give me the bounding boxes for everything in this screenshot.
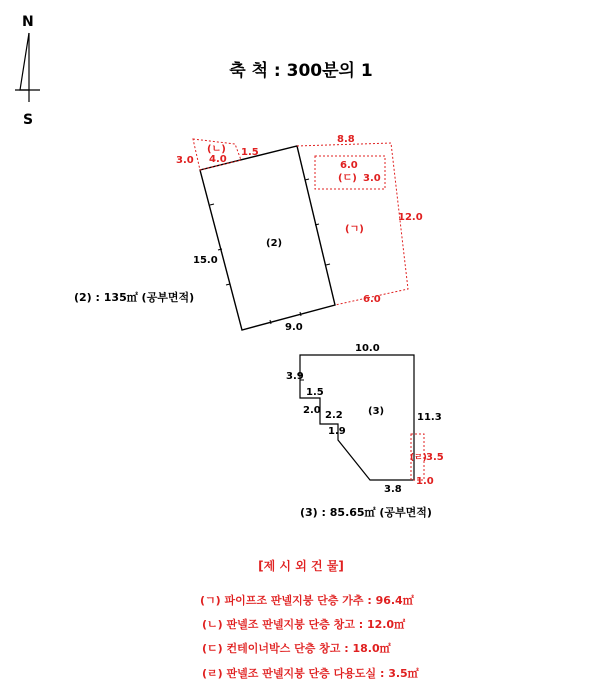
annex-ga-dim-top: 8.8 <box>337 134 355 145</box>
lot-3-id: (3) <box>368 406 385 417</box>
compass-north-label: N <box>22 14 34 30</box>
annex-ra-dim-1: 3.5 <box>426 452 444 463</box>
annex-da-dim-1: 6.0 <box>340 160 358 171</box>
annex-na-dim-3: 1.5 <box>241 147 259 158</box>
lot-3-dim-d: 2.2 <box>325 410 343 421</box>
annex-ra-dim-2: 1.0 <box>416 476 434 487</box>
lot-3-outline <box>300 355 414 480</box>
note-item-ra: (ㄹ) 판넬조 판넬지붕 단층 다용도실 : 3.5㎡ <box>202 667 419 680</box>
annex-na-dim-2: 4.0 <box>209 154 227 165</box>
annex-ga-dim-right: 12.0 <box>398 212 423 223</box>
annex-ga-mark: (ㄱ) <box>345 224 364 235</box>
annex-da-dim-2: 3.0 <box>363 173 381 184</box>
annex-na-mark: (ㄴ) <box>207 144 226 155</box>
annex-da-mark: (ㄷ) <box>338 173 357 184</box>
lot-2-ticks <box>210 179 330 324</box>
lot-3-dim-e: 1.9 <box>328 426 346 437</box>
note-item-ga: (ㄱ) 파이프조 판넬지붕 단층 가추 : 96.4㎡ <box>200 594 414 607</box>
annex-ga-dim-bottom: 6.0 <box>363 294 381 305</box>
scale-title: 축 척 : 300분의 1 <box>229 61 373 81</box>
lot-3-dim-bottom: 3.8 <box>384 484 402 495</box>
annex-na-dim-1: 3.0 <box>176 155 194 166</box>
lot-2-dim-bottom: 9.0 <box>285 322 303 333</box>
note-item-na: (ㄴ) 판넬조 판넬지붕 단층 창고 : 12.0㎡ <box>202 618 406 631</box>
lot-2-dim-left: 15.0 <box>193 255 218 266</box>
lot-2-area: (2) : 135㎡ (공부면적) <box>74 291 195 304</box>
lot-3-dim-b: 1.5 <box>306 387 324 398</box>
lot-3-area: (3) : 85.65㎡ (공부면적) <box>300 506 432 519</box>
annex-ra-mark: (ㄹ) <box>410 453 427 463</box>
lot-3-dim-c: 2.0 <box>303 405 321 416</box>
notes-heading: [제 시 외 건 물] <box>258 559 344 573</box>
lot-3-dim-right: 11.3 <box>417 412 442 423</box>
lot-2-id: (2) <box>266 238 283 249</box>
compass-south-label: S <box>23 112 34 128</box>
lot-3-dim-a: 3.9 <box>286 371 304 382</box>
note-item-da: (ㄷ) 컨테이너박스 단층 창고 : 18.0㎡ <box>202 642 391 655</box>
lot-3-dim-top: 10.0 <box>355 343 380 354</box>
